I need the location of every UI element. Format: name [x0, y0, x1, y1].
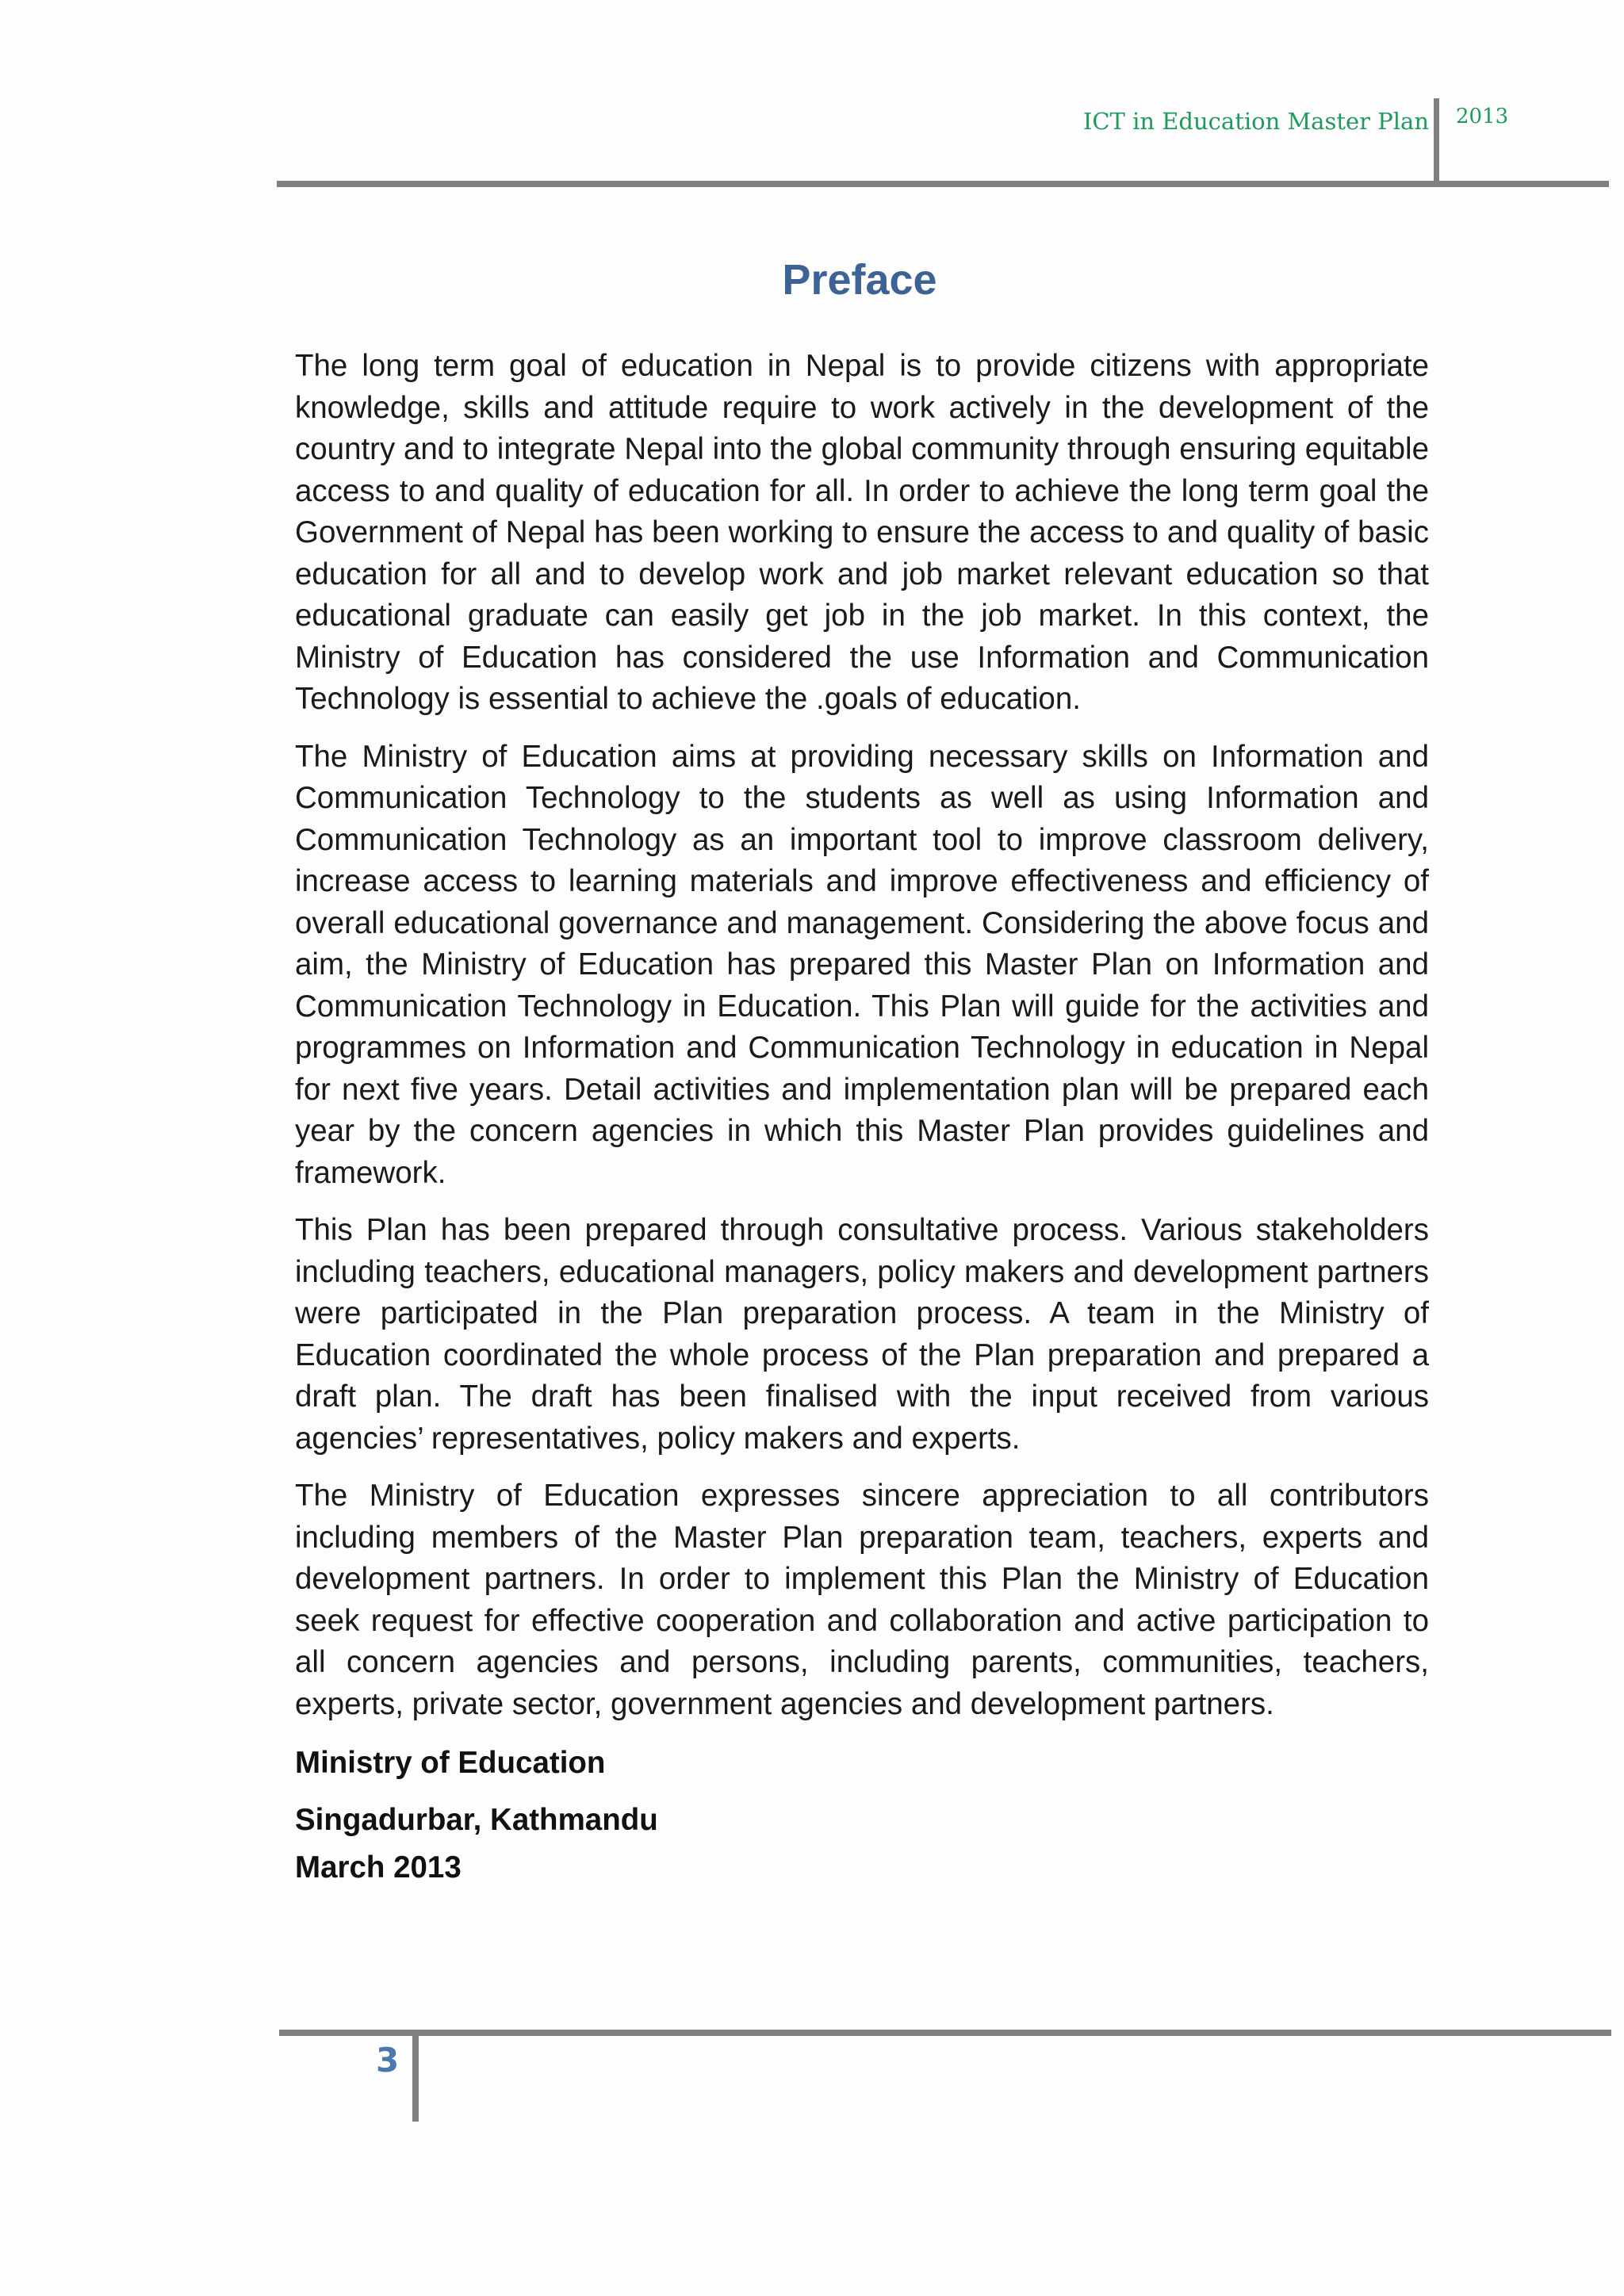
footer-vertical-rule — [412, 2033, 419, 2122]
signature-organization: Ministry of Education — [295, 1746, 606, 1780]
running-header-title: ICT in Education Master Plan — [1082, 108, 1429, 135]
paragraph-1: The long term goal of education in Nepal is to provide citizens with appropriate knowledge, skills and attitude require to work actively in the development of the country and to integrate Nepal into the global community through ensuring equitable access to and quality of education for all. In order to achieve the long term goal the Government of Nepal has been working to ensure the access to and quality of basic education for all and to develop work and job market relevant education so that educational graduate can easily get job in the job market. In this context, the Ministry of Education has considered the use Information and Communication Technology is essential to achieve the .goals of education. — [295, 349, 1429, 716]
page-number: 3 — [376, 2041, 400, 2080]
signature-place: Singadurbar, Kathmandu — [295, 1803, 658, 1837]
signature-date: March 2013 — [295, 1850, 462, 1885]
preface-body — [295, 346, 1429, 1888]
header-horizontal-rule — [277, 181, 1609, 187]
footer-horizontal-rule — [279, 2030, 1611, 2036]
header-vertical-rule — [1434, 98, 1439, 184]
paragraph-2: The Ministry of Education aims at providing necessary skills on Information and Communication Technology to the students as well as using Information and Communication Technology as an important tool to improve classroom delivery, increase access to learning materials and improve effectiveness and efficiency of overall educational governance and management. Considering the above focus and aim, the Ministry of Education has prepared this Master Plan on Information and Communication Technology in Education. This Plan will guide for the activities and programmes on Information and Communication Technology in education in Nepal for next five years. Detail activities and implementation plan will be prepared each year by the concern agencies in which this Master Plan provides guidelines and framework. — [295, 739, 1429, 1190]
signature-block — [295, 1743, 1429, 1888]
paragraph-3: This Plan has been prepared through consultative process. Various stakeholders including teachers, educational managers, policy makers and development partners were participated in the Plan preparation process. A team in the Ministry of Education coordinated the whole process of the Plan preparation and prepared a draft plan. The draft has been finalised with the input received from various agencies’ representatives, policy makers and experts. — [295, 1213, 1429, 1456]
paragraph-4: The Ministry of Education expresses sincere appreciation to all contributors including members of the Master Plan preparation team, teachers, experts and development partners. In order to implement this Plan the Ministry of Education seek request for effective cooperation and collaboration and active participation to all concern agencies and persons, including parents, communities, teachers, experts, private sector, government agencies and development partners. — [295, 1479, 1429, 1721]
page-title: Preface — [782, 256, 937, 304]
running-header-year: 2013 — [1456, 105, 1509, 128]
